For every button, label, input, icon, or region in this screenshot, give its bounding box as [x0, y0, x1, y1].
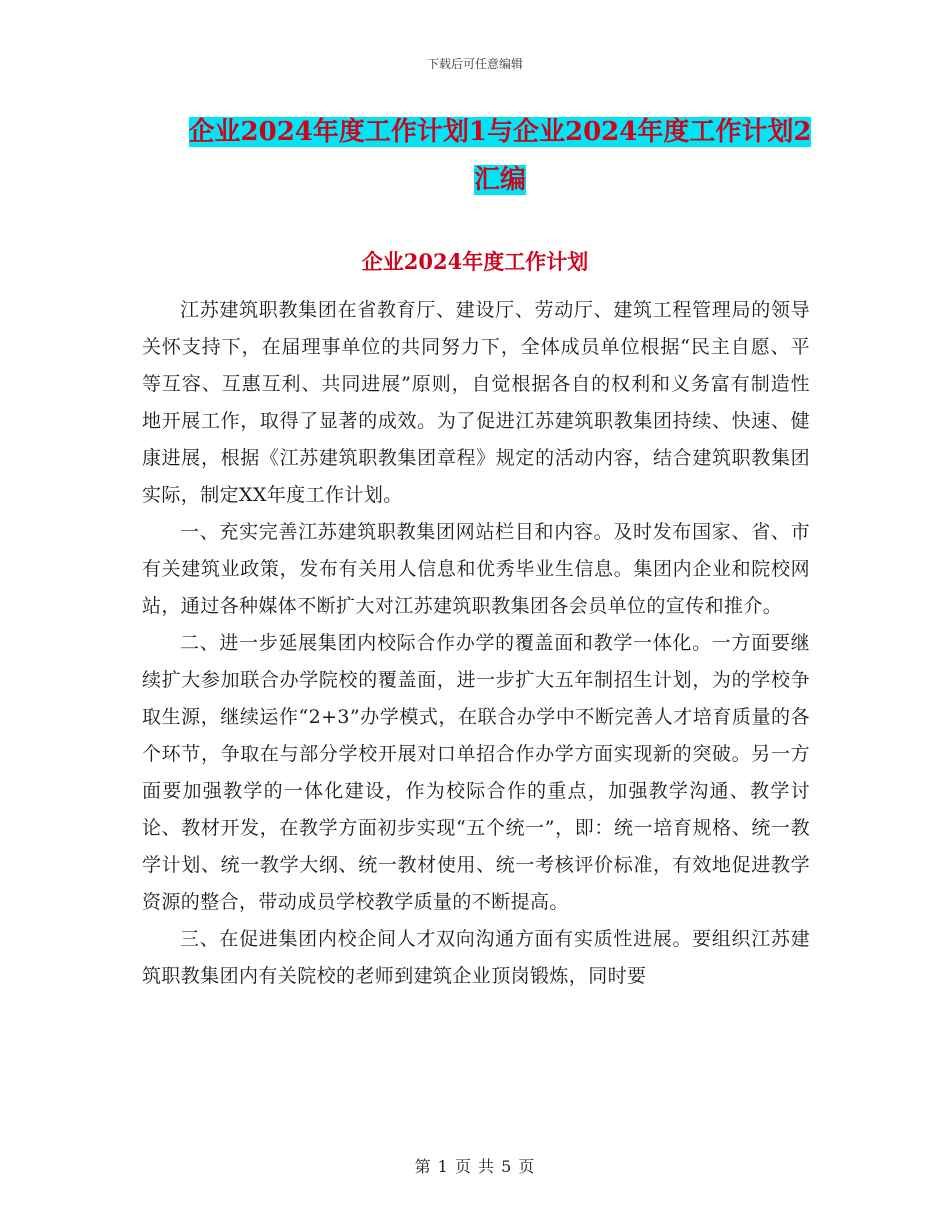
section-title: 企业2024年度工作计划 — [361, 249, 589, 274]
paragraph-item-2: 二、进一步延展集团内校际合作办学的覆盖面和教学一体化。一方面要继续扩大参加联合办学院校的覆盖面，进一步扩大五年制招生计划，为的学校争取生源，继续运作“2+3”办学模式，在联合办学中不断完善人才培育质量的各个环节，争取在与部分学校开展对口单招合作办学方面实现新的突破。另一方面要加强教学的一体化建设，作为校际合作的重点，加强教学沟通、教学讨论、教材开发，在教学方面初步实现“五个统一”，即：统一培育规格、统一教学计划、统一教学大纲、统一教材使用、统一考核评价标准，有效地促进教学资源的整合，带动成员学校教学质量的不断提高。 — [142, 632, 810, 913]
paragraph-item-3: 三、在促进集团内校企间人才双向沟通方面有实质性进展。要组织江苏建筑职教集团内有关院校的老师到建筑企业顶岗锻炼，同时要 — [142, 928, 810, 987]
paragraph-intro: 江苏建筑职教集团在省教育厅、建设厅、劳动厅、建筑工程管理局的领导关怀支持下，在届理事单位的共同努力下，全体成员单位根据“民主自愿、平等互容、互惠互利、共同进展”原则，自觉根据各自的权利和义务富有制造性地开展工作，取得了显著的成效。为了促进江苏建筑职教集团持续、快速、健康进展，根据《江苏建筑职教集团章程》规定的活动内容，结合建筑职教集团实际，制定XX年度工作计划。 — [142, 299, 810, 506]
document-body — [142, 292, 810, 995]
document-title-text: 企业2024年度工作计划1与企业2024年度工作计划2汇编 — [188, 117, 812, 195]
header-note: 下载后可任意编辑 — [426, 57, 523, 71]
document-title — [185, 108, 815, 204]
paragraph-item-1: 一、充实完善江苏建筑职教集团网站栏目和内容。及时发布国家、省、市有关建筑业政策，发布有关用人信息和优秀毕业生信息。集团内企业和院校网站，通过各种媒体不断扩大对江苏建筑职教集团各会员单位的宣传和推介。 — [142, 521, 810, 617]
page-footer: 第 1 页 共 5 页 — [414, 1157, 536, 1176]
